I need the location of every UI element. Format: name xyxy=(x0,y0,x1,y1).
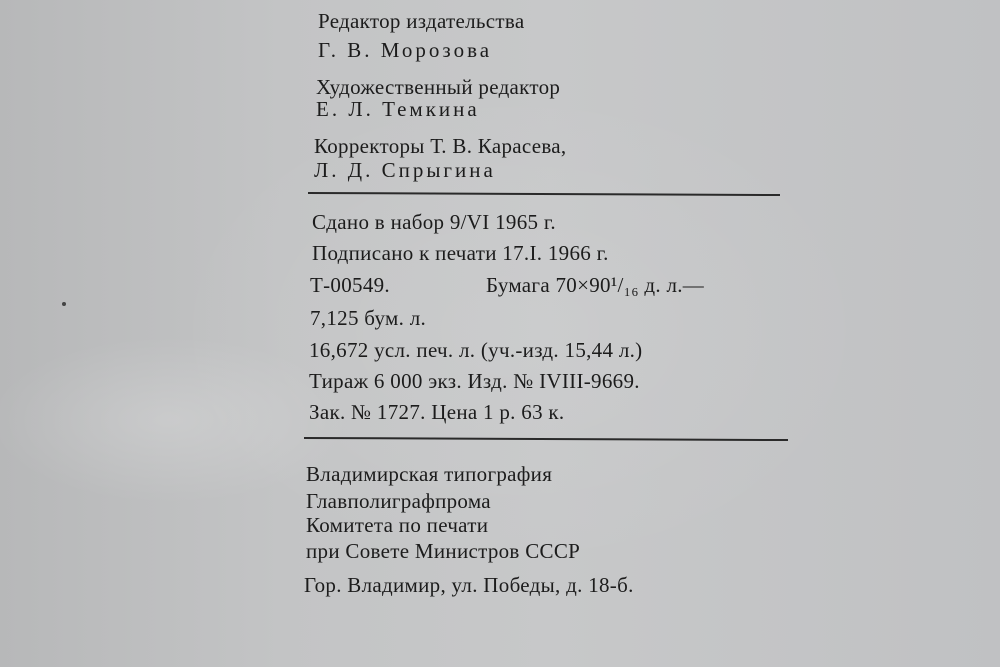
printer-council: при Совете Министров СССР xyxy=(306,539,581,563)
editor-title: Редактор издательства xyxy=(318,9,525,33)
printer-parent: Главполиграфпрома xyxy=(306,489,491,513)
printer-address: Гор. Владимир, ул. Победы, д. 18-б. xyxy=(304,573,634,597)
print-run: Тираж 6 000 экз. Изд. № IVIII-9669. xyxy=(309,369,640,393)
editor-name: Г. В. Морозова xyxy=(318,38,493,62)
divider-rule-top xyxy=(308,192,780,196)
paper-speck xyxy=(62,302,66,306)
printed-sheets: 16,672 усл. печ. л. (уч.-изд. 15,44 л.) xyxy=(309,338,643,362)
paper-format: Бумага 70×90¹/₁₆ д. л.— xyxy=(486,273,705,297)
printer-name: Владимирская типография xyxy=(306,462,553,486)
signed-date: Подписано к печати 17.I. 1966 г. xyxy=(312,241,609,265)
art-editor-title: Художественный редактор xyxy=(316,75,561,99)
printer-committee: Комитета по печати xyxy=(306,513,489,537)
paper-sheets: 7,125 бум. л. xyxy=(310,306,427,330)
order-and-price: Зак. № 1727. Цена 1 р. 63 к. xyxy=(309,400,565,424)
proofreaders-line-1: Корректоры Т. В. Карасева, xyxy=(314,134,567,158)
divider-rule-bottom xyxy=(304,437,788,441)
proofreaders-line-2: Л. Д. Спрыгина xyxy=(314,158,496,182)
order-code: Т-00549. xyxy=(310,273,390,297)
art-editor-name: Е. Л. Темкина xyxy=(316,97,480,121)
typeset-date: Сдано в набор 9/VI 1965 г. xyxy=(312,210,556,234)
